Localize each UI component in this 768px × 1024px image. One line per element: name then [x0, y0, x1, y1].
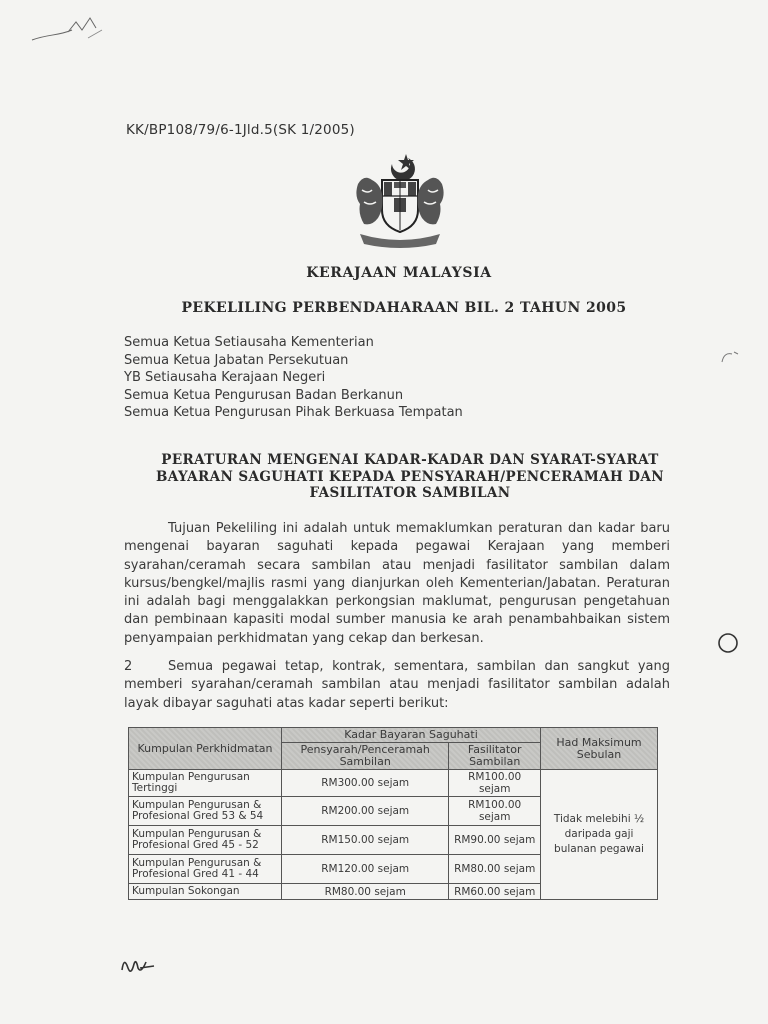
subject-line: FASILITATOR SAMBILAN	[309, 485, 511, 501]
lecturer-rate-cell: RM80.00 sejam	[282, 884, 449, 900]
government-heading: KERAJAAN MALAYSIA	[306, 265, 492, 281]
malaysia-coat-of-arms-icon	[350, 150, 450, 248]
facilitator-rate-cell: RM100.00 sejam	[449, 770, 541, 797]
lecturer-rate-cell: RM200.00 sejam	[282, 797, 449, 826]
max-monthly-cell: Tidak melebihi ½ daripada gaji bulanan pegawai	[541, 770, 658, 900]
paragraph-2-number: 2	[124, 659, 133, 674]
subject-line: PERATURAN MENGENAI KADAR-KADAR DAN SYARAT-SYARAT	[161, 452, 659, 468]
group-cell: Kumpulan Pengurusan Tertinggi	[129, 770, 282, 797]
lecturer-rate-cell: RM300.00 sejam	[282, 770, 449, 797]
header-facilitator: Fasilitator Sambilan	[449, 743, 541, 770]
table-row	[129, 770, 658, 797]
lecturer-rate-cell: RM120.00 sejam	[282, 855, 449, 884]
header-lecturer: Pensyarah/Penceramah Sambilan	[282, 743, 449, 770]
subject-heading	[130, 452, 690, 502]
facilitator-rate-cell: RM100.00 sejam	[449, 797, 541, 826]
punch-hole-mark	[714, 630, 742, 656]
header-group: Kumpulan Perkhidmatan	[129, 728, 282, 770]
paragraph-2	[124, 658, 670, 713]
honorarium-rate-table	[128, 727, 658, 900]
margin-pencil-mark	[716, 346, 744, 368]
recipient-line: Semua Ketua Jabatan Persekutuan	[124, 352, 349, 368]
group-cell: Kumpulan Pengurusan & Profesional Gred 53 & 54	[129, 797, 282, 826]
facilitator-rate-cell: RM80.00 sejam	[449, 855, 541, 884]
table-header-row	[129, 728, 658, 743]
group-cell: Kumpulan Sokongan	[129, 884, 282, 900]
paragraph-2-text: Semua pegawai tetap, kontrak, sementara, sambilan dan sangkut yang memberi syarahan/ceramah sambilan atau menjadi fasilitator sambilan adalah layak dibayar saguhati atas kadar seperti berikut:	[124, 659, 670, 711]
facilitator-rate-cell: RM90.00 sejam	[449, 826, 541, 855]
group-cell: Kumpulan Pengurusan & Profesional Gred 41 - 44	[129, 855, 282, 884]
recipient-line: Semua Ketua Setiausaha Kementerian	[124, 335, 374, 350]
header-max: Had Maksimum Sebulan	[541, 728, 658, 770]
group-cell: Kumpulan Pengurusan & Profesional Gred 45 - 52	[129, 826, 282, 855]
recipients-list	[124, 334, 463, 422]
recipient-line: Semua Ketua Pengurusan Badan Berkanun	[124, 387, 404, 403]
facilitator-rate-cell: RM60.00 sejam	[449, 884, 541, 900]
reference-number: KK/BP108/79/6-1Jld.5(SK 1/2005)	[126, 122, 355, 138]
subject-line: BAYARAN SAGUHATI KEPADA PENSYARAH/PENCERAMAH DAN	[155, 468, 665, 485]
recipient-line: YB Setiausaha Kerajaan Negeri	[124, 370, 326, 386]
paragraph-1	[124, 520, 670, 648]
handwritten-signature-icon	[118, 948, 178, 978]
paragraph-1-text: Tujuan Pekeliling ini adalah untuk memaklumkan peraturan dan kadar baru mengenai bayaran saguhati kepada pegawai Kerajaan yang memberi syarahan/ceramah secara sambilan atau menjadi fasilitator sambilan dalam kursus/bengkel/majlis rasmi yang dianjurkan oleh Kementerian/Jabatan. Peraturan ini adalah bagi menggalakkan perkongsian maklumat, pengurusan pengetahuan dan pembinaan kapasiti modal sumber manusia ke arah penambahbaikan sistem penyampaian perkhidmatan yang cekap dan berkesan.	[124, 521, 670, 646]
lecturer-rate-cell: RM150.00 sejam	[282, 826, 449, 855]
header-rate: Kadar Bayaran Saguhati	[282, 728, 541, 743]
recipient-line: Semua Ketua Pengurusan Pihak Berkuasa Tempatan	[124, 405, 463, 421]
corner-scribble-mark	[28, 10, 118, 50]
circular-title: PEKELILING PERBENDAHARAAN BIL. 2 TAHUN 2005	[181, 300, 627, 316]
